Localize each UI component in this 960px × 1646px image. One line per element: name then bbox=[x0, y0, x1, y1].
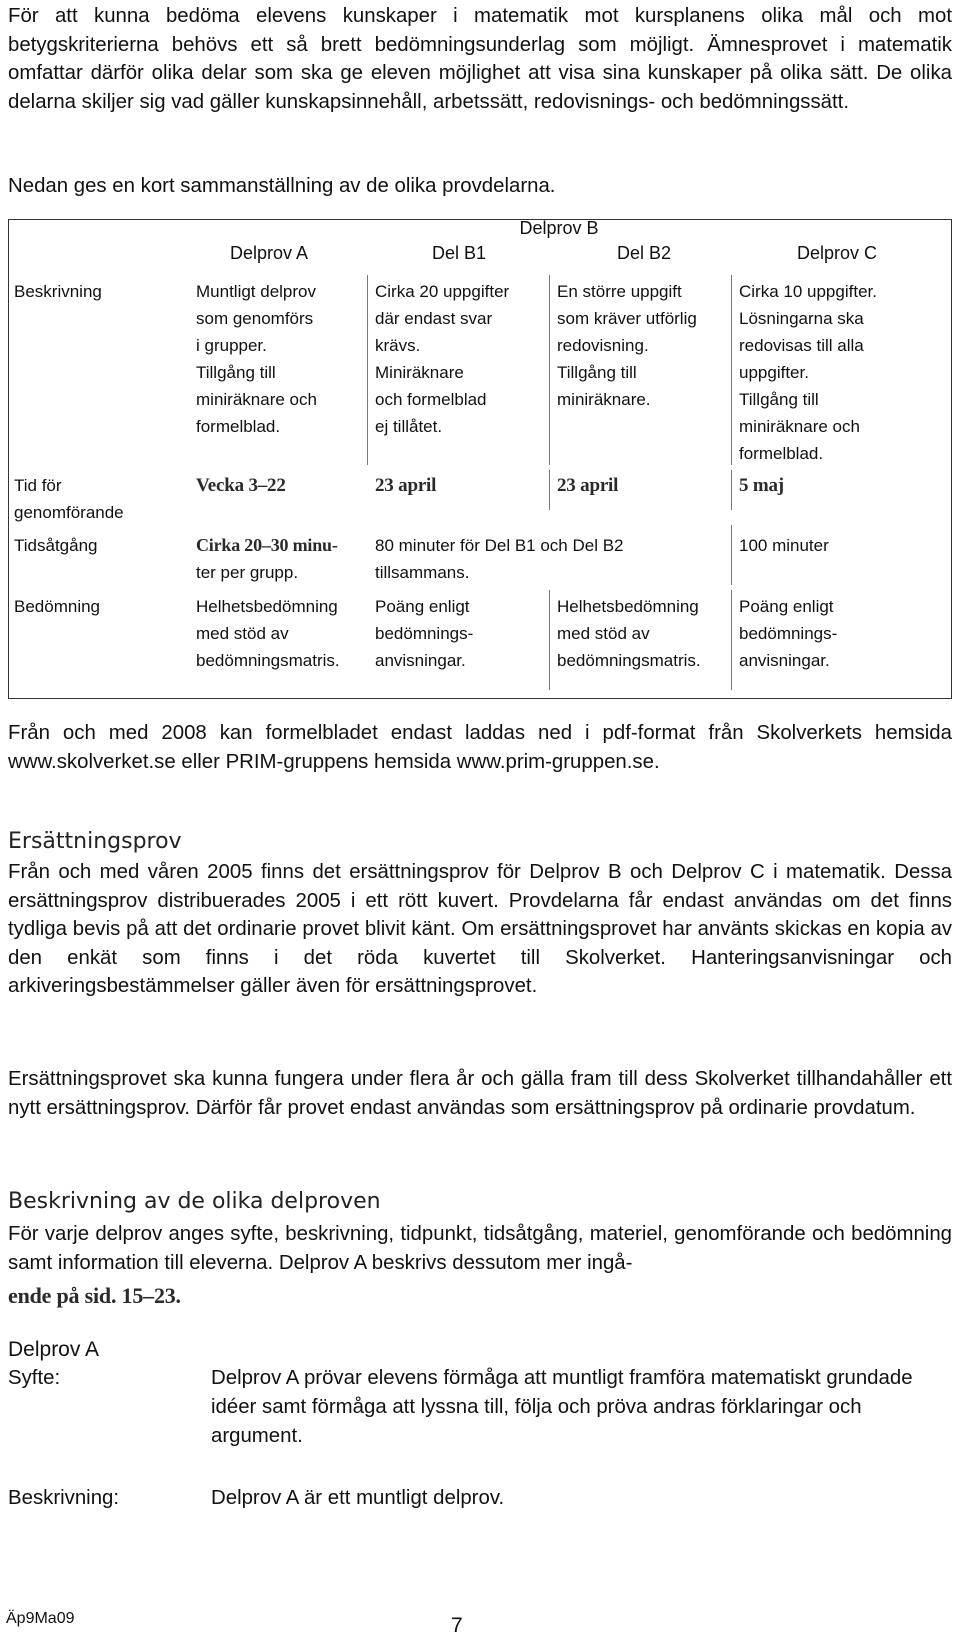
cell-line: bedömningsmatris. bbox=[557, 651, 701, 670]
header-delprov-b: Delprov B bbox=[519, 218, 599, 238]
cell-line: och formelblad bbox=[375, 390, 487, 409]
row-label-tidsatgang: Tidsåtgång bbox=[14, 536, 98, 555]
cell-line: i grupper. bbox=[196, 336, 267, 355]
column-divider bbox=[731, 470, 732, 510]
tid-a: Vecka 3–22 bbox=[196, 475, 286, 496]
cell-line: med stöd av bbox=[196, 624, 289, 643]
bedomning-b1 bbox=[375, 593, 473, 674]
row-label-beskrivning: Beskrivning bbox=[14, 282, 102, 301]
cell-line: bedömningsmatris. bbox=[196, 651, 340, 670]
tidsatgang-a bbox=[196, 532, 338, 586]
cell-line: ej tillåtet. bbox=[375, 417, 443, 436]
cell-line: uppgifter. bbox=[739, 363, 809, 382]
beskrivning-b1 bbox=[375, 278, 509, 440]
bedomning-a bbox=[196, 593, 340, 674]
column-divider bbox=[367, 275, 368, 465]
cell-line: Cirka 10 uppgifter. bbox=[739, 282, 877, 301]
column-divider bbox=[731, 525, 732, 585]
column-divider bbox=[731, 590, 732, 690]
cell-line: Cirka 20–30 minu- bbox=[196, 535, 338, 555]
cell-line: miniräknare. bbox=[557, 390, 651, 409]
cell-line: Miniräknare bbox=[375, 363, 464, 382]
beskrivning-paragraph: För varje delprov anges syfte, beskrivning, tidpunkt, tidsåtgång, materiel, genomförande och bedömning samt information till eleverna. Delprov A beskrivs dessutom mer ingå- bbox=[8, 1223, 952, 1274]
intro-paragraph: För att kunna bedöma elevens kunskaper i matematik mot kursplanens olika mål och mot betygskriterierna behövs ett så brett bedömningsunderlag som möjligt. Ämnesprovet i matematik omfattar därför olika delar som ska ge eleven möjlighet att visa sina kunskaper på olika sätt. De olika delarna skiljer sig vad gäller kunskapsinnehåll, arbetssätt, redovisnings- och bedömningssätt. bbox=[8, 5, 952, 113]
beskrivning-paragraph-continuation: ende på sid. 15–23. bbox=[8, 1283, 181, 1308]
section-heading-beskrivning: Beskrivning av de olika delproven bbox=[8, 1189, 381, 1214]
cell-line: redovisas till alla bbox=[739, 336, 864, 355]
cell-line: Tillgång till bbox=[196, 363, 276, 382]
cell-line: Helhetsbedömning bbox=[196, 597, 338, 616]
cell-line: där endast svar bbox=[375, 309, 493, 328]
cell-line: Cirka 20 uppgifter bbox=[375, 282, 510, 301]
column-divider bbox=[731, 275, 732, 465]
cell-line: krävs. bbox=[375, 336, 421, 355]
column-divider bbox=[549, 275, 550, 465]
beskrivning-c bbox=[739, 278, 877, 467]
header-del-b2: Del B2 bbox=[616, 243, 672, 263]
cell-line: formelblad. bbox=[739, 444, 824, 463]
row-label-tid bbox=[14, 472, 124, 526]
column-divider bbox=[549, 470, 550, 510]
syfte-label: Syfte: bbox=[8, 1367, 61, 1389]
subheading-delprov-a: Delprov A bbox=[8, 1338, 100, 1361]
cell-line: Lösningarna ska bbox=[739, 309, 864, 328]
tid-b2: 23 april bbox=[557, 475, 619, 496]
header-delprov-a: Delprov A bbox=[229, 243, 309, 263]
syfte-text: Delprov A prövar elevens förmåga att muntligt framföra matematiskt grundade idéer samt förmåga att lyssna till, följa och pröva andras förklaringar och argument. bbox=[211, 1367, 913, 1447]
cell-line: anvisningar. bbox=[739, 651, 830, 670]
cell-line: formelblad. bbox=[196, 417, 281, 436]
intro-lead: Nedan ges en kort sammanställning av de olika provdelarna. bbox=[8, 175, 556, 197]
cell-line: Poäng enligt bbox=[739, 597, 834, 616]
cell-line: tillsammans. bbox=[375, 563, 470, 582]
overview-table bbox=[8, 219, 952, 699]
beskrivning-b2 bbox=[557, 278, 697, 413]
cell-line: bedömnings- bbox=[739, 624, 838, 643]
cell-line: Tillgång till bbox=[557, 363, 637, 382]
footer-page-number: 7 bbox=[451, 1614, 463, 1637]
beskrivning-label: Beskrivning: bbox=[8, 1487, 120, 1509]
cell-line: miniräknare och bbox=[739, 417, 860, 436]
cell-line: miniräknare och bbox=[196, 390, 317, 409]
bedomning-c bbox=[739, 593, 837, 674]
cell-line: En större uppgift bbox=[557, 282, 682, 301]
section-heading-ersattningsprov: Ersättningsprov bbox=[8, 829, 182, 854]
cell-line: Poäng enligt bbox=[375, 597, 470, 616]
footer-document-code: Äp9Ma09 bbox=[6, 1610, 75, 1627]
cell-line: Muntligt delprov bbox=[196, 282, 317, 301]
header-delprov-c: Delprov C bbox=[796, 243, 878, 263]
tidsatgang-c: 100 minuter bbox=[739, 536, 829, 555]
row-label-bedomning: Bedömning bbox=[14, 597, 101, 616]
cell-line: ter per grupp. bbox=[196, 563, 299, 582]
formelblad-note: Från och med 2008 kan formelbladet endast laddas ned i pdf-format från Skolverkets hemsida www.skolverket.se eller PRIM-gruppens hemsida www.prim-gruppen.se. bbox=[8, 722, 952, 773]
cell-line: anvisningar. bbox=[375, 651, 466, 670]
cell-line: Helhetsbedömning bbox=[557, 597, 699, 616]
tidsatgang-b bbox=[375, 532, 624, 586]
bedomning-b2 bbox=[557, 593, 701, 674]
tid-c: 5 maj bbox=[739, 475, 784, 496]
tid-b1: 23 april bbox=[375, 475, 437, 496]
cell-line: bedömnings- bbox=[375, 624, 474, 643]
cell-line: med stöd av bbox=[557, 624, 650, 643]
column-divider bbox=[549, 590, 550, 690]
cell-line: som genomförs bbox=[196, 309, 314, 328]
ersattningsprov-paragraph-1: Från och med våren 2005 finns det ersättningsprov för Delprov B och Delprov C i matematik. Dessa ersättningsprov distribuerades 2005 i ett rött kuvert. Provdelarna får endast användas om det finns tydliga bevis på att det ordinarie provet blivit känt. Om ersättningsprovet har använts skickas en kopia av den enkät som finns i det röda kuvertet till Skolverket. Hanteringsanvisningar och arkiveringsbestämmelser gäller även för ersättningsprovet. bbox=[8, 861, 952, 997]
beskrivning-text: Delprov A är ett muntligt delprov. bbox=[211, 1487, 505, 1509]
cell-line: redovisning. bbox=[557, 336, 649, 355]
header-del-b1: Del B1 bbox=[431, 243, 487, 263]
ersattningsprov-paragraph-2: Ersättningsprovet ska kunna fungera under flera år och gälla fram till dess Skolverket tillhandahåller ett nytt ersättningsprov. Därför får provet endast användas som ersättningsprov på ordinarie provdatum. bbox=[8, 1068, 952, 1119]
cell-line: 80 minuter för Del B1 och Del B2 bbox=[375, 536, 624, 555]
beskrivning-a bbox=[196, 278, 317, 440]
cell-line: Tid för bbox=[14, 476, 62, 495]
cell-line: Tillgång till bbox=[739, 390, 819, 409]
cell-line: som kräver utförlig bbox=[557, 309, 697, 328]
cell-line: genomförande bbox=[14, 503, 124, 522]
